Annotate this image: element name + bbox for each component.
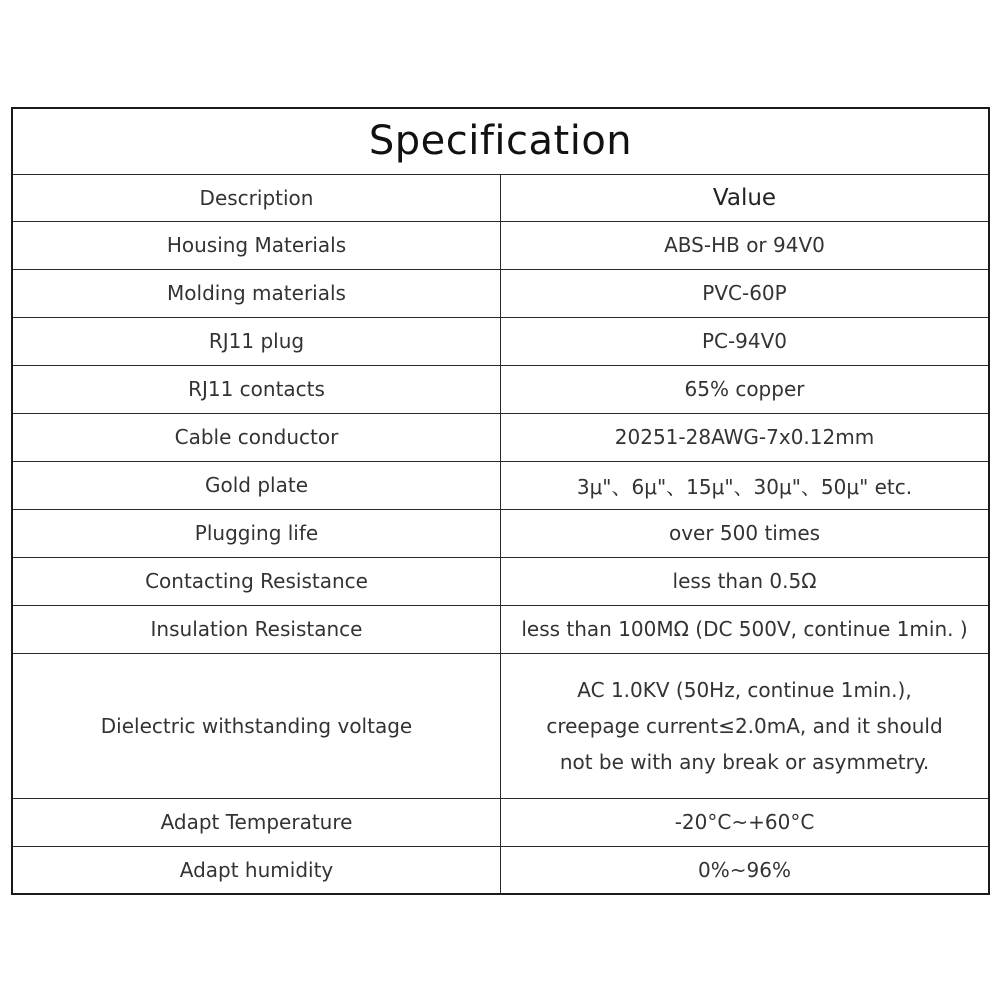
value-cell bbox=[501, 461, 990, 509]
value-text: less than 100MΩ (DC 500V, continue 1min. ) bbox=[521, 617, 968, 641]
value-cell bbox=[501, 221, 990, 269]
description-cell: Dielectric withstanding voltage bbox=[12, 653, 501, 798]
title-row bbox=[12, 108, 989, 174]
value-cell bbox=[501, 798, 990, 846]
table-row bbox=[12, 221, 989, 269]
value-cell bbox=[501, 557, 990, 605]
description-cell: Adapt humidity bbox=[12, 846, 501, 894]
value-text: -20°C~+60°C bbox=[674, 810, 815, 834]
value-cell bbox=[501, 365, 990, 413]
value-text: creepage current≤2.0mA, and it should bbox=[546, 713, 943, 738]
value-text: over 500 times bbox=[668, 521, 821, 545]
specification-table bbox=[11, 107, 990, 895]
value-cell bbox=[501, 317, 990, 365]
value-text: PVC-60P bbox=[702, 281, 787, 305]
description-cell: Cable conductor bbox=[12, 413, 501, 461]
description-cell: Contacting Resistance bbox=[12, 557, 501, 605]
table-row bbox=[12, 557, 989, 605]
value-cell bbox=[501, 413, 990, 461]
value-text: 0%~96% bbox=[698, 857, 791, 882]
header-row bbox=[12, 174, 989, 221]
table-row bbox=[12, 365, 989, 413]
table-title: Specification bbox=[12, 108, 989, 174]
table-row bbox=[12, 317, 989, 365]
value-text: less than 0.5Ω bbox=[672, 569, 817, 593]
value-cell bbox=[501, 269, 990, 317]
specification-table-body bbox=[12, 108, 989, 894]
value-text: not be with any break or asymmetry. bbox=[559, 749, 930, 774]
description-cell: Plugging life bbox=[12, 509, 501, 557]
table-row bbox=[12, 461, 989, 509]
table-row bbox=[12, 269, 989, 317]
description-cell: Molding materials bbox=[12, 269, 501, 317]
table-row bbox=[12, 798, 989, 846]
description-cell: Adapt Temperature bbox=[12, 798, 501, 846]
value-text: AC 1.0KV (50Hz, continue 1min.), bbox=[577, 677, 912, 702]
value-text: 3μ"、6μ"、15μ"、30μ"、50μ" etc. bbox=[576, 474, 913, 499]
value-text: ABS-HB or 94V0 bbox=[664, 233, 825, 257]
header-value: Value bbox=[501, 174, 990, 221]
value-cell bbox=[501, 653, 990, 798]
value-text: 65% copper bbox=[684, 377, 805, 401]
value-text: PC-94V0 bbox=[701, 329, 788, 353]
description-cell: Insulation Resistance bbox=[12, 605, 501, 653]
description-cell: Housing Materials bbox=[12, 221, 501, 269]
description-cell: RJ11 contacts bbox=[12, 365, 501, 413]
description-cell: Gold plate bbox=[12, 461, 501, 509]
value-cell bbox=[501, 509, 990, 557]
table-row bbox=[12, 605, 989, 653]
value-text: 20251-28AWG-7x0.12mm bbox=[614, 425, 875, 449]
value-cell bbox=[501, 605, 990, 653]
header-description: Description bbox=[12, 174, 501, 221]
table-row bbox=[12, 846, 989, 894]
description-cell: RJ11 plug bbox=[12, 317, 501, 365]
table-row bbox=[12, 413, 989, 461]
table-row bbox=[12, 509, 989, 557]
table-row bbox=[12, 653, 989, 798]
value-cell bbox=[501, 846, 990, 894]
